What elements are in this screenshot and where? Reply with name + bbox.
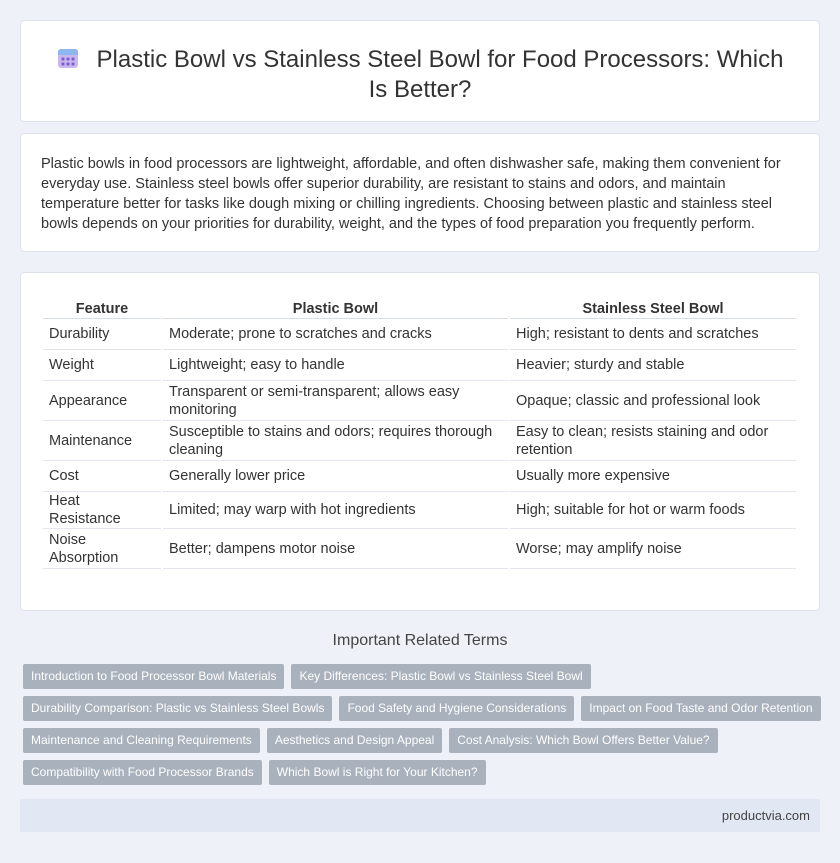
table-row [43,461,796,492]
related-tag[interactable]: Key Differences: Plastic Bowl vs Stainless Steel Bowl [291,664,590,689]
header-plastic-bowl: Plastic Bowl [163,291,508,319]
related-tag[interactable]: Introduction to Food Processor Bowl Materials [23,664,284,689]
table-row [43,381,796,421]
related-tag[interactable]: Cost Analysis: Which Bowl Offers Better Value? [449,728,717,753]
footer [20,799,820,832]
plastic-cell: Moderate; prone to scratches and cracks [163,319,508,350]
table-row [43,529,796,569]
table-row [43,492,796,529]
steel-cell: Opaque; classic and professional look [510,381,796,421]
related-tag[interactable]: Durability Comparison: Plastic vs Stainless Steel Bowls [23,696,332,721]
related-tag[interactable]: Which Bowl is Right for Your Kitchen? [269,760,486,785]
steel-cell: Heavier; sturdy and stable [510,350,796,381]
feature-cell: Durability [43,319,161,350]
steel-cell: Usually more expensive [510,461,796,492]
table-row [43,350,796,381]
footer-site-link[interactable]: productvia.com [721,808,810,823]
table-header-row [43,291,796,319]
intro-card [20,133,820,252]
header-stainless-steel-bowl: Stainless Steel Bowl [510,291,796,319]
plastic-cell: Limited; may warp with hot ingredients [163,492,508,529]
related-tag[interactable]: Impact on Food Taste and Odor Retention [581,696,820,721]
tag-row [23,696,823,721]
title-wrap [21,45,819,105]
related-tag[interactable]: Maintenance and Cleaning Requirements [23,728,260,753]
comparison-card [20,272,820,611]
related-tag[interactable]: Aesthetics and Design Appeal [267,728,442,753]
feature-cell: Cost [43,461,161,492]
header-feature: Feature [43,291,161,319]
title-card [20,20,820,122]
steel-cell: High; suitable for hot or warm foods [510,492,796,529]
plastic-cell: Lightweight; easy to handle [163,350,508,381]
comparison-table [41,291,798,569]
related-tag[interactable]: Compatibility with Food Processor Brands [23,760,262,785]
calendar-icon [57,47,79,69]
table-row [43,421,796,461]
feature-cell: Weight [43,350,161,381]
plastic-cell: Better; dampens motor noise [163,529,508,569]
steel-cell: High; resistant to dents and scratches [510,319,796,350]
intro-paragraph: Plastic bowls in food processors are lightweight, affordable, and often dishwasher safe, making them convenient for everyday use. Stainless steel bowls offer superior durability, are resistant to stains and odors, and maintain temperature better for tasks like dough mixing or chilling ingredients. Choosing between plastic and stainless steel bowls depends on your priorities for durability, weight, and the types of food preparation you frequently perform. [41,156,781,232]
feature-cell: Appearance [43,381,161,421]
steel-cell: Easy to clean; resists staining and odor retention [510,421,796,461]
plastic-cell: Generally lower price [163,461,508,492]
related-tags [23,664,823,792]
page-title: Plastic Bowl vs Stainless Steel Bowl for Food Processors: Which Is Better? [96,46,784,103]
related-tag[interactable]: Food Safety and Hygiene Considerations [339,696,574,721]
feature-cell: Heat Resistance [43,492,161,529]
tag-row [23,728,823,753]
related-terms-title: Important Related Terms [332,632,508,649]
plastic-cell: Susceptible to stains and odors; requires thorough cleaning [163,421,508,461]
plastic-cell: Transparent or semi-transparent; allows easy monitoring [163,381,508,421]
table-row [43,319,796,350]
steel-cell: Worse; may amplify noise [510,529,796,569]
tag-row [23,664,823,689]
feature-cell: Maintenance [43,421,161,461]
feature-cell: Noise Absorption [43,529,161,569]
tag-row [23,760,823,785]
